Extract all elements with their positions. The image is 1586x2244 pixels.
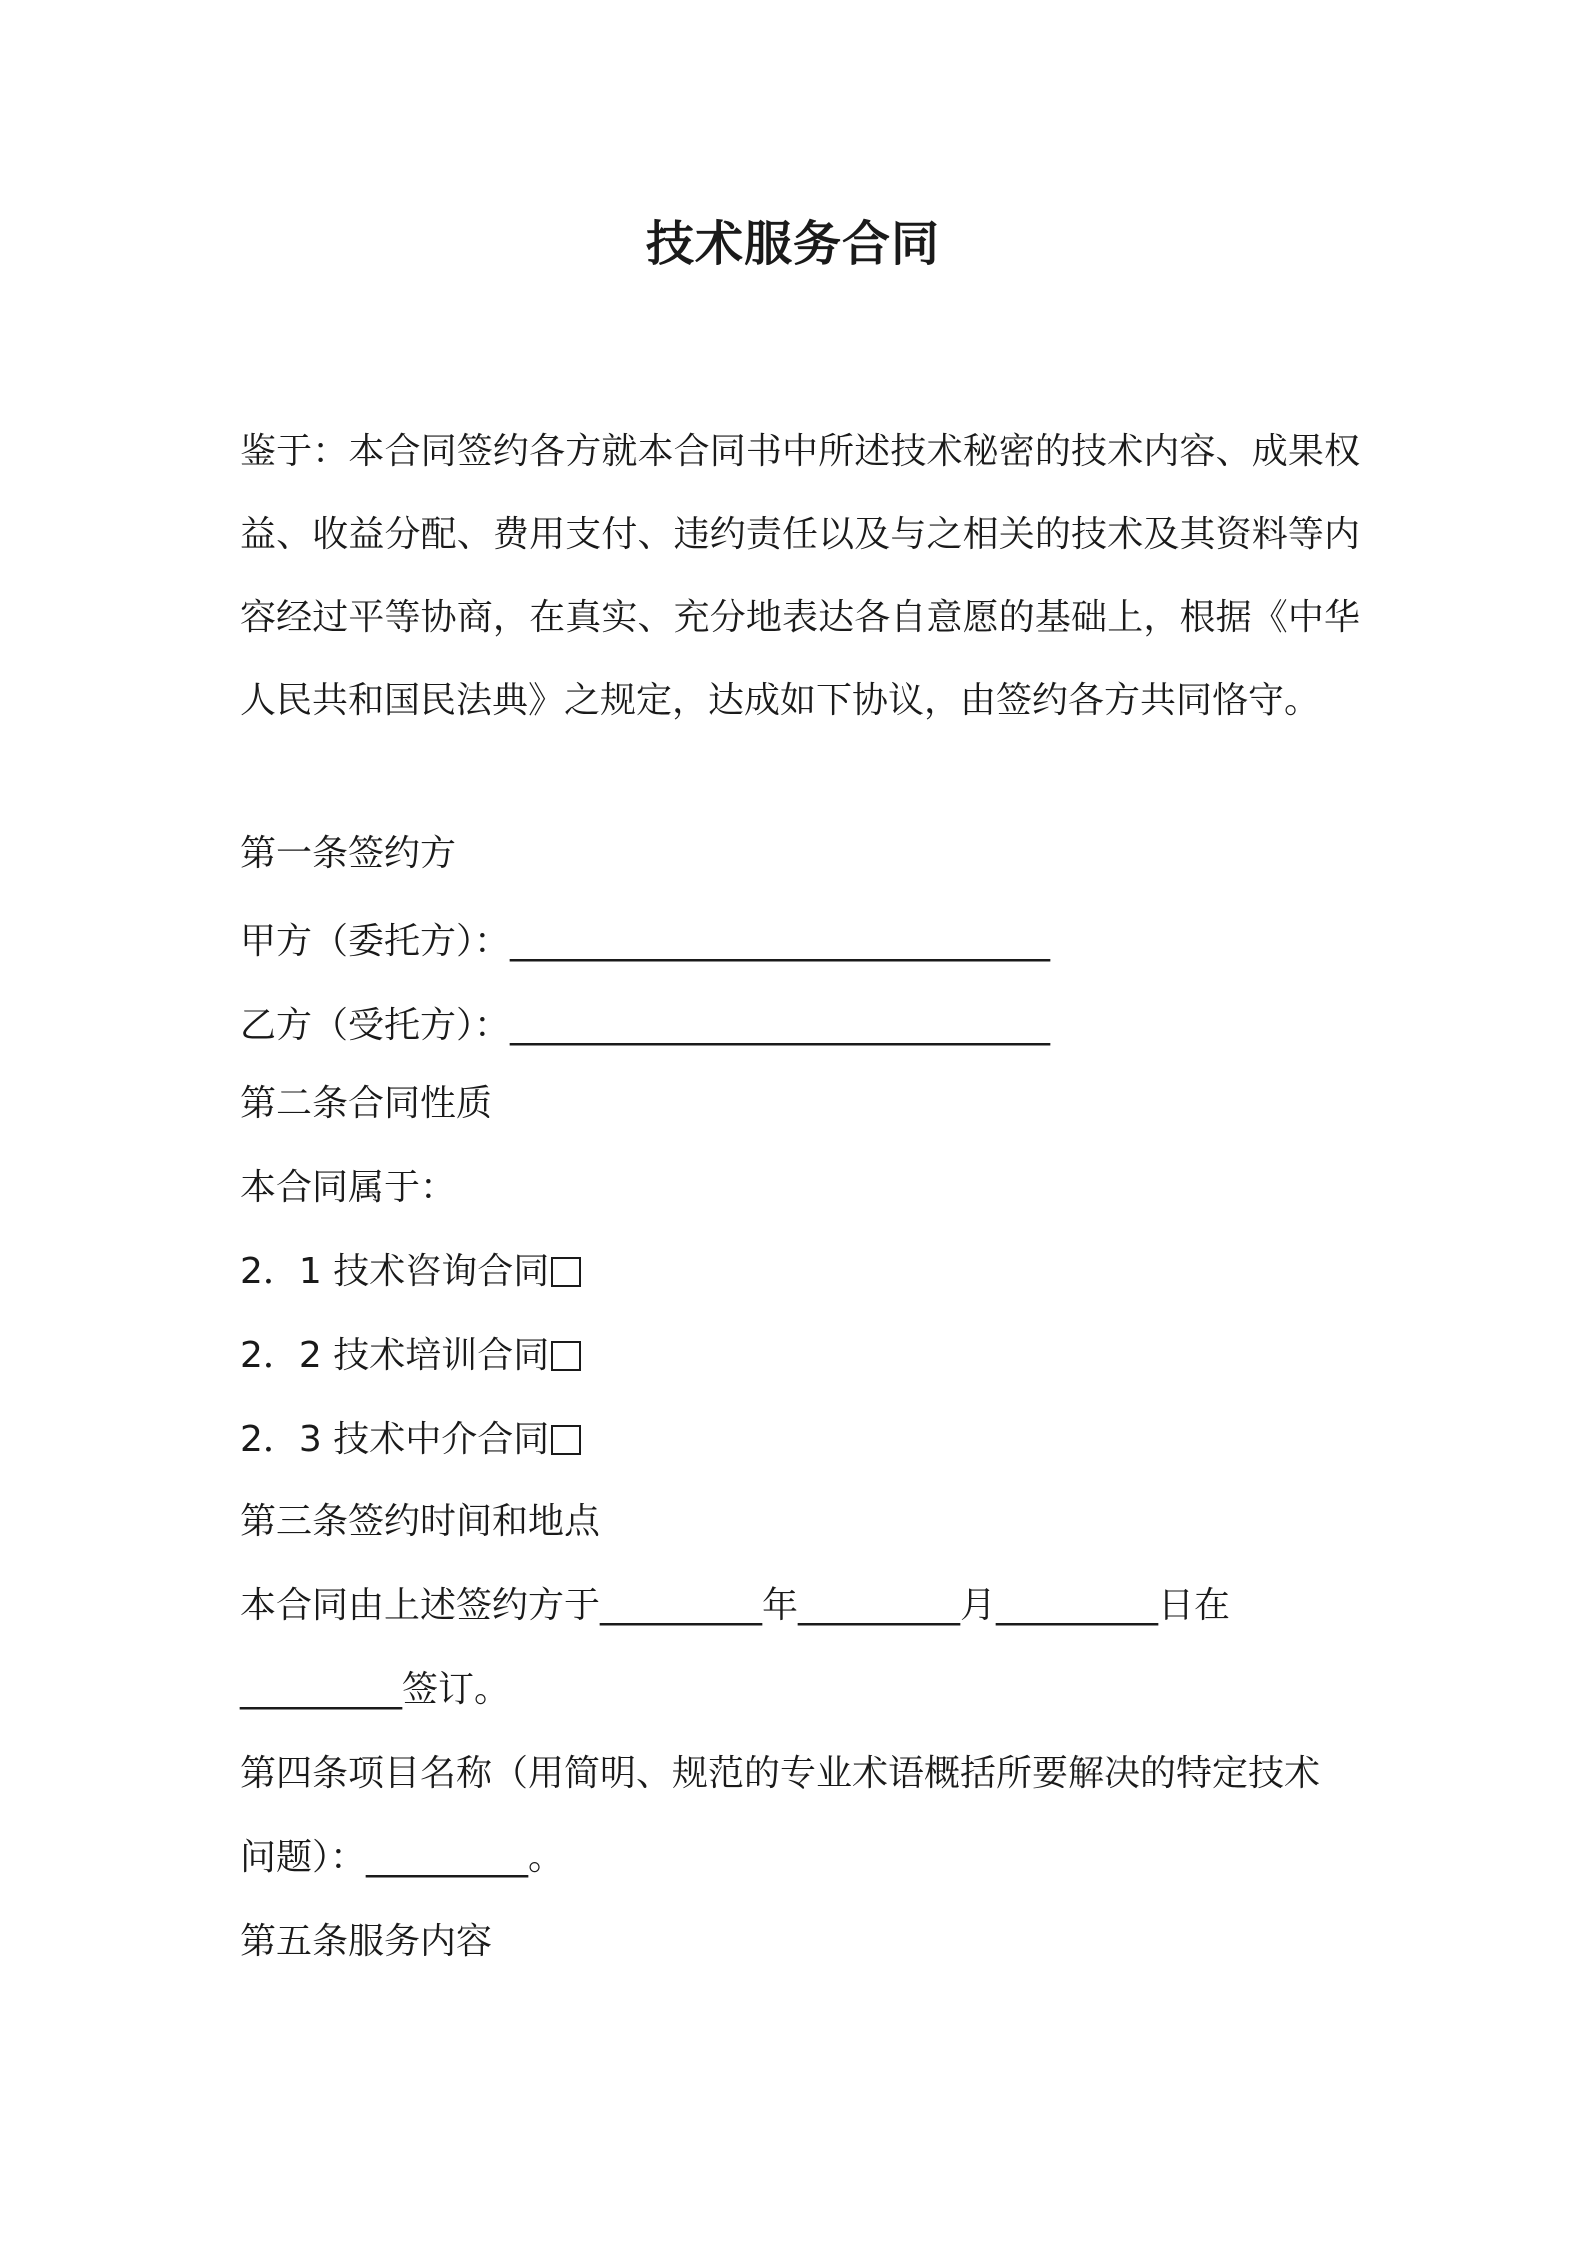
party-a-field: 甲方（委托方）：______________________________ [240, 921, 1051, 962]
article-3-heading: 第三条签约时间和地点 [240, 1501, 601, 1542]
article-4-line-1: 第四条项目名称（用简明、规范的专业术语概括所要解决的特定技术 [240, 1753, 1321, 1794]
checkbox-intermediary [551, 1425, 581, 1455]
option-label: 2．3 技术中介合同 [240, 1419, 550, 1460]
article-3-line-1: 本合同由上述签约方于_________年_________月_________日在 [240, 1585, 1231, 1626]
document-title: 技术服务合同 [645, 216, 940, 272]
article-3-line-2: _________签订。 [240, 1669, 511, 1710]
option-intermediary [240, 1414, 581, 1466]
checkbox-training [551, 1341, 581, 1371]
article-5-heading: 第五条服务内容 [240, 1921, 493, 1962]
option-training [240, 1330, 581, 1382]
option-label: 2．1 技术咨询合同 [240, 1251, 550, 1292]
option-label: 2．2 技术培训合同 [240, 1335, 550, 1376]
article-2-intro: 本合同属于： [240, 1167, 457, 1208]
article-1-heading: 第一条签约方 [240, 833, 457, 874]
party-b-field: 乙方（受托方）：______________________________ [240, 1005, 1051, 1046]
preamble-paragraph: 鉴于：本合同签约各方就本合同书中所述技术秘密的技术内容、成果权益、收益分配、费用支付、违约责任以及与之相关的技术及其资料等内容经过平等协商，在真实、充分地表达各自意愿的基础上，根据《中华人民共和国民法典》之规定，达成如下协议，由签约各方共同恪守。 [240, 431, 1360, 721]
checkbox-consulting [551, 1257, 581, 1287]
article-4-line-2: 问题）：_________。 [240, 1837, 565, 1878]
option-consulting [240, 1246, 581, 1298]
article-2-heading: 第二条合同性质 [240, 1083, 493, 1124]
